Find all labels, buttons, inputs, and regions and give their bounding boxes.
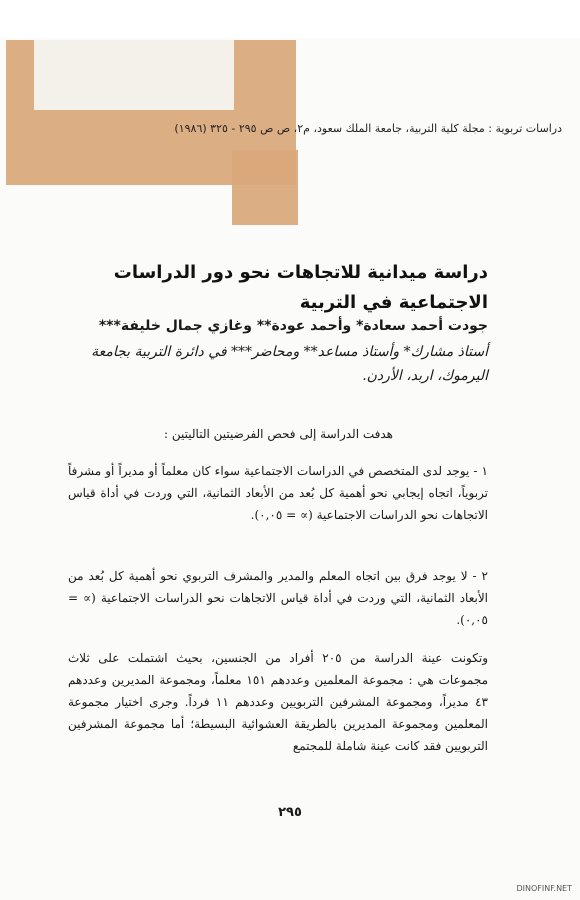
page-number: ٢٩٥ (278, 805, 302, 820)
author-affiliation: أستاذ مشارك* وأستاذ مساعد** ومحاضر*** في دائرة التربية بجامعة اليرموك، اربد، الأردن. (91, 344, 488, 384)
site-watermark: DINOFINF.NET (516, 884, 572, 893)
tape-stain-right (232, 150, 298, 225)
hypothesis-2: ٢ - لا يوجد فرق بين اتجاه المعلم والمدير والمشرف التربوي نحو أهمية كل بُعد من الأبعاد الثمانية، التي وردت في أداة قياس الاتجاهات نحو الدراسات الاجتماعية (∝ = ٠,٠٥). (68, 569, 488, 627)
article-title: دراسة ميدانية للاتجاهات نحو دور الدراسات الاجتماعية في التربية (113, 262, 488, 313)
hypothesis-1: ١ - يوجد لدى المتخصص في الدراسات الاجتماعية سواء كان معلماً أو مديراً أو مشرفاً تربوياً، اتجاه إيجابي نحو أهمية كل بُعد من الأبعاد الثمانية، التي وردت في أداة قياس الاتجاهات نحو الدراسات الاجتماعية (∝ = ٠,٠٥). (68, 464, 488, 522)
sample-paragraph: وتكونت عينة الدراسة من ٢٠٥ أفراد من الجنسين، بحيث اشتملت على ثلاث مجموعات هي : مجموعة المعلمين وعددهم ١٥١ معلماً، ومجموعة المديرين وعددهم ٤٣ مديراً، ومجموعة المشرفين التربويين وعددهم ١١ فرداً. وجرى اختيار مجموعة المعلمين ومجموعة المديرين بالطريقة العشوائية البسيطة؛ أما مجموعة المشرفين التربويين فقد كانت عينة شاملة للمجتمع (68, 651, 489, 753)
article-authors: جودت أحمد سعادة* وأحمد عودة** وغازي جمال خليفة*** (98, 318, 488, 334)
page-top-edge (0, 0, 580, 38)
journal-reference: دراسات تربوية : مجلة كلية التربية، جامعة الملك سعود، م٢، ص ص ٢٩٥ - ٣٢٥ (١٩٨٦) (174, 122, 562, 135)
intro-paragraph: هدفت الدراسة إلى فحص الفرضيتين التاليتين : (164, 427, 393, 441)
tape-highlight (34, 40, 234, 110)
